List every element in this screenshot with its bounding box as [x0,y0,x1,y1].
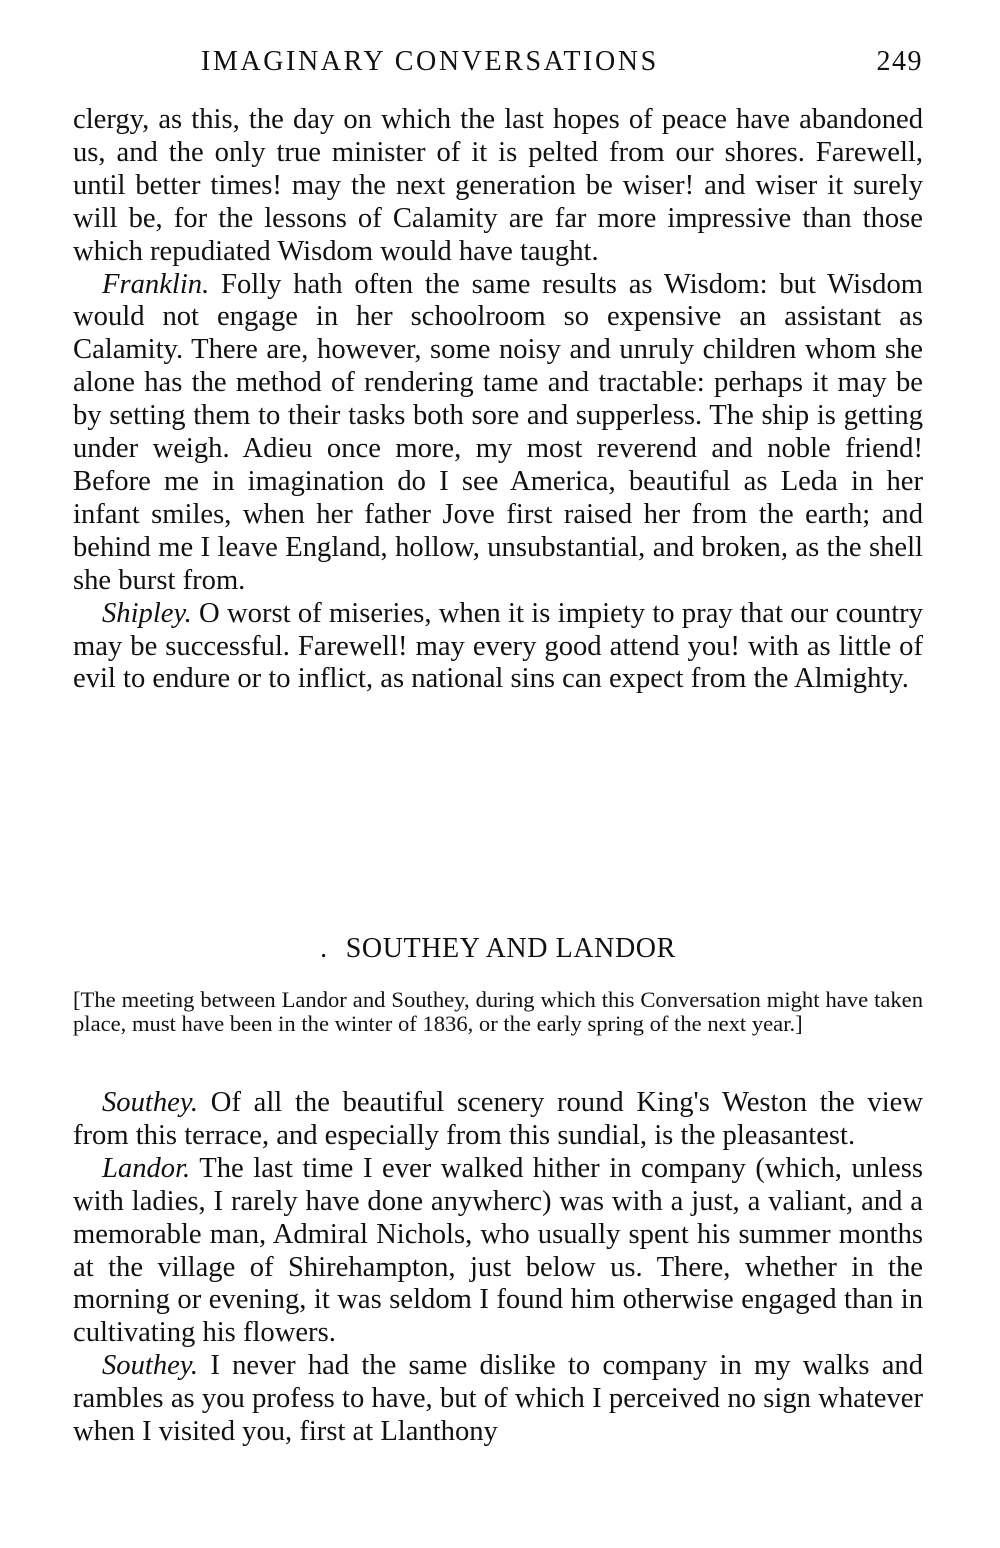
speech-text: Folly hath often the same results as Wisdom: but Wisdom would not engage in her schoolroom so expensive an assistant as Calamity. There are, however, some noisy and unruly children whom she alone has the method of rendering tame and tractable: perhaps it may be by setting them to their tasks both sore and supperless. The ship is getting under weigh. Adieu once more, my most reverend and noble friend! Before me in imagination do I see America, beautiful as Leda in her infant smiles, when her father Jove first raised her from the earth; and behind me I leave England, hollow, unsubstantial, and broken, as the shell she burst from. [73,268,923,596]
page-number: 249 [876,46,923,77]
heading-mark: . [320,933,328,964]
speech-southey [73,1087,923,1153]
speech-franklin [73,269,923,598]
book-page [73,46,923,1448]
conversation-ending [73,104,923,696]
speech-shipley [73,598,923,697]
speech-text: O worst of miseries, when it is impiety to pray that our country may be successful. Farewell! may every good attend you! with as little of evil to endure or to inflict, as national sins can expect from the Almighty. [73,597,923,695]
running-title: IMAGINARY CONVERSATIONS [201,46,659,77]
conversation-beginning [73,1087,923,1449]
section-heading [73,933,923,965]
speaker-name: Southey. [102,1350,199,1382]
speech-southey [73,1350,923,1449]
section-title-text: SOUTHEY AND LANDOR [345,933,676,964]
continued-paragraph: clergy, as this, the day on which the last hopes of peace have abandoned us, and the only true minister of it is pelted from our shores. Farewell, until better times! may the next generation be wiser! and wiser it surely will be, for the lessons of Calamity are far more impressive than those which repudiated Wisdom would have taught. [73,104,923,267]
speaker-name: Franklin. [102,268,210,300]
speech-text: Of all the beautiful scenery round King's Weston the view from this terrace, and especially from this sundial, is the pleasantest. [73,1087,923,1151]
speaker-name: Shipley. [102,597,192,629]
editorial-note: [The meeting between Landor and Southey, during which this Conversation might have taken place, must have been in the winter of 1836, or the early spring of the next year.] [73,987,923,1036]
speech-text: The last time I ever walked hither in company (which, unless with ladies, I rarely have done anywherc) was with a just, a valiant, and a memorable man, Admiral Nichols, who usually spent his summer months at the village of Shirehampton, just below us. There, whether in the morning or evening, it was seldom I found him otherwise engaged than in cultivating his flowers. [73,1152,923,1349]
speaker-name: Landor. [102,1152,191,1184]
running-head [73,46,923,86]
speaker-name: Southey. [102,1087,199,1118]
speech-landor [73,1153,923,1350]
speech-text: I never had the same dislike to company in my walks and rambles as you profess to have, but of which I perceived no sign whatever when I visited you, first at Llanthony [73,1350,923,1448]
